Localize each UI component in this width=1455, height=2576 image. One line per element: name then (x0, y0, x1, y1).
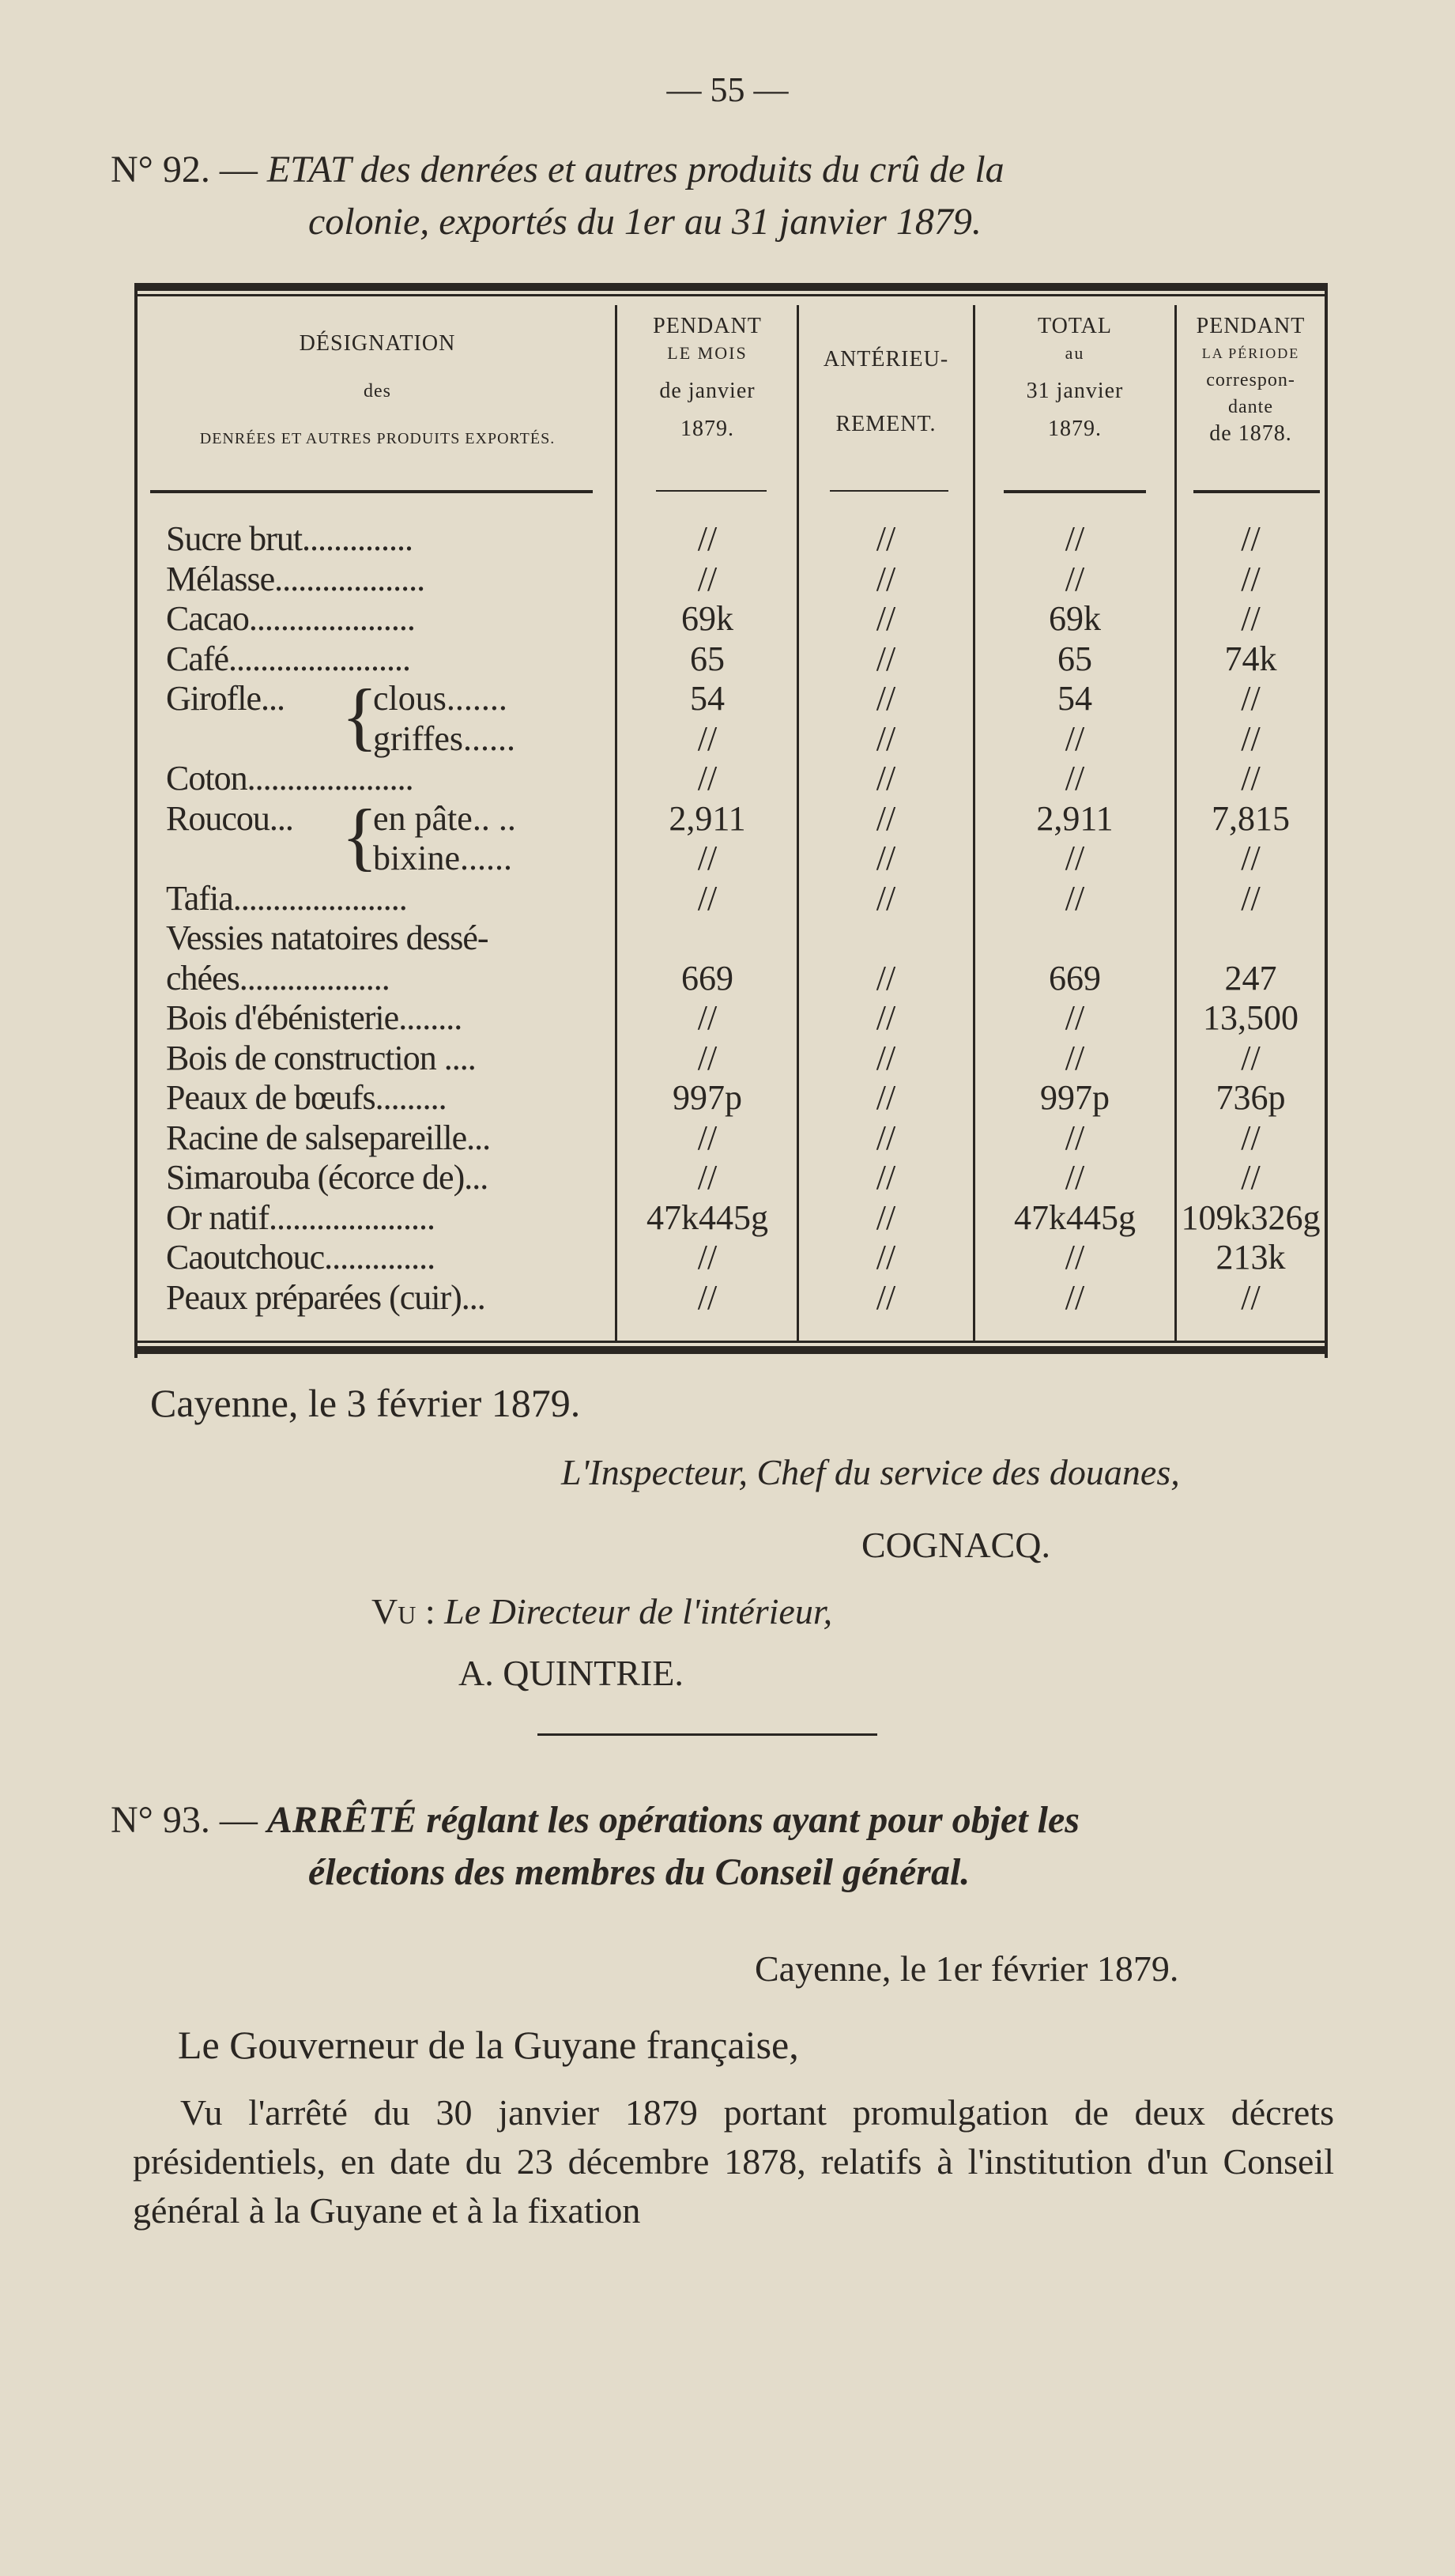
header-underline (830, 490, 948, 492)
row-value-c4: // (1241, 839, 1261, 877)
header-pendant-line3: de janvier (659, 379, 756, 403)
header-periode-line3: correspon- (1206, 370, 1295, 390)
header-periode (1177, 313, 1325, 447)
table-row (134, 760, 1328, 798)
doc92-title-line2: colonie, exportés du 1er au 31 janvier 1879. (308, 201, 982, 243)
row-value-c3: // (1065, 878, 1085, 918)
row-value-c1: // (697, 998, 718, 1037)
row-value-c3: 669 (1049, 958, 1101, 998)
doc93-governor: Le Gouverneur de la Guyane française, (178, 2023, 799, 2067)
row-value-c3: // (1065, 1277, 1085, 1317)
exports-table (134, 283, 1328, 1358)
table-row (134, 1039, 1328, 1077)
header-periode-line2: LA PÉRIODE (1201, 345, 1300, 361)
vu-line (371, 1590, 832, 1632)
row-label: Peaux préparées (cuir)... (166, 1278, 485, 1317)
row-value-c1: // (697, 1158, 718, 1197)
row-value-c2: // (876, 599, 896, 638)
row-value-c4: 247 (1224, 958, 1277, 998)
row-label: Girofle... (166, 680, 285, 718)
row-value-c3: 997p (1040, 1078, 1110, 1117)
doc93-title-text1: ARRÊTÉ réglant les opérations ayant pour objet les (266, 1799, 1080, 1841)
row-sublabel: en pâte.. .. (373, 798, 516, 838)
row-label: Or natif..................... (166, 1198, 435, 1237)
table-row (134, 800, 1328, 838)
row-value-c4: // (1241, 1158, 1261, 1197)
row-value-c2: // (876, 1197, 896, 1237)
doc92-dash: — (219, 149, 258, 190)
row-value-c4: 736p (1216, 1078, 1286, 1117)
row-label: Roucou... (166, 799, 293, 838)
doc93-title-line2: élections des membres du Conseil général. (308, 1851, 971, 1893)
header-total-line3: 31 janvier (1026, 379, 1124, 403)
table-row (134, 880, 1328, 918)
row-value-c3: 69k (1049, 599, 1101, 638)
row-value-c4: 109k326g (1181, 1197, 1321, 1237)
row-value-c4: 213k (1216, 1238, 1286, 1277)
row-value-c2: // (876, 839, 896, 877)
row-value-c2: // (876, 1118, 896, 1157)
table-row (134, 640, 1328, 678)
row-value-c4: // (1241, 1277, 1261, 1317)
row-value-c2: // (876, 1158, 896, 1197)
vu-label: Vu : (371, 1591, 435, 1631)
doc93-body: Vu l'arrêté du 30 janvier 1879 portant promulgation de deux décrets présidentiels, en date du 23 décembre 1878, relatifs à l'institution d'un Conseil général à la Guyane et à la fixation (133, 2092, 1334, 2231)
row-value-c1: 997p (673, 1078, 742, 1117)
table-row (134, 1239, 1328, 1277)
header-designation-line3: DENRÉES ET AUTRES PRODUITS EXPORTÉS. (199, 430, 556, 447)
row-value-c4: 13,500 (1203, 998, 1299, 1037)
row-value-c2: // (876, 878, 896, 918)
header-underline (656, 490, 767, 492)
header-periode-line5: de 1878. (1209, 421, 1292, 446)
roucou-brace: { (341, 793, 379, 878)
row-value-c2: // (876, 519, 896, 558)
table-row (134, 520, 1328, 558)
table-row (134, 919, 1328, 957)
row-value-c3: 65 (1057, 639, 1092, 678)
doc93-date: Cayenne, le 1er février 1879. (755, 1948, 1179, 1989)
header-designation (142, 330, 613, 452)
row-label: Coton..................... (166, 760, 413, 798)
row-label: Mélasse................... (166, 560, 425, 598)
header-pendant-line1: PENDANT (653, 314, 762, 338)
row-value-c4: // (1241, 599, 1261, 638)
row-value-c2: // (876, 718, 896, 758)
row-value-c1: 65 (690, 639, 725, 678)
row-value-c4: // (1241, 1118, 1261, 1157)
row-value-c1: // (697, 1118, 718, 1157)
row-value-c3: // (1065, 1118, 1085, 1157)
header-anterieurement (799, 346, 973, 438)
row-label: Racine de salsepareille... (166, 1118, 491, 1157)
row-value-c4: 7,815 (1212, 798, 1290, 838)
row-value-c2: // (876, 1277, 896, 1317)
row-sublabel: clous....... (373, 679, 507, 718)
table-bottom-rule (134, 1346, 1328, 1354)
header-periode-line1: PENDANT (1196, 314, 1306, 338)
row-value-c3: // (1065, 1238, 1085, 1277)
row-sublabel: bixine...... (373, 839, 512, 877)
table-row (134, 560, 1328, 598)
row-value-c1: 2,911 (669, 798, 746, 838)
table-row (134, 680, 1328, 718)
row-value-c1: // (697, 759, 718, 798)
table-bottom-rule-thin (134, 1341, 1328, 1343)
row-value-c3: // (1065, 998, 1085, 1037)
table-row (134, 999, 1328, 1037)
row-value-c2: // (876, 679, 896, 718)
row-label: Sucre brut.............. (166, 520, 413, 558)
table-row (134, 1199, 1328, 1237)
row-value-c2: // (876, 1038, 896, 1077)
row-value-c1: 669 (681, 958, 733, 998)
row-value-c2: // (876, 1078, 896, 1117)
row-label: Simarouba (écorce de)... (166, 1159, 488, 1197)
row-value-c4: // (1241, 679, 1261, 718)
row-value-c3: // (1065, 718, 1085, 758)
header-anterieur-line2: REMENT. (835, 412, 937, 436)
row-label: Bois de construction .... (166, 1039, 476, 1077)
doc93-number: N° 93. (111, 1799, 210, 1841)
row-value-c2: // (876, 1238, 896, 1277)
section-separator (537, 1733, 877, 1736)
inspector-title: L'Inspecteur, Chef du service des douanes, (561, 1452, 1180, 1492)
doc93-heading (111, 1794, 1344, 1899)
row-value-c1: // (697, 839, 718, 877)
header-anterieur-line1: ANTÉRIEU- (823, 347, 949, 372)
director-name: A. QUINTRIE. (458, 1653, 684, 1693)
table-row (134, 839, 1328, 877)
row-sublabel: griffes...... (373, 718, 516, 758)
header-underline (1004, 490, 1146, 493)
doc92-title-line1 (111, 144, 1344, 196)
table-row (134, 1279, 1328, 1317)
row-value-c2: // (876, 958, 896, 998)
header-underline (150, 490, 593, 493)
table-row (134, 600, 1328, 638)
row-label: Caoutchouc.............. (166, 1239, 435, 1277)
row-value-c3: 2,911 (1036, 798, 1114, 838)
doc93-dash: — (219, 1799, 258, 1841)
row-value-c1: // (697, 878, 718, 918)
row-value-c4: // (1241, 718, 1261, 758)
row-value-c1: // (697, 1238, 718, 1277)
row-value-c3: 47k445g (1014, 1197, 1136, 1237)
header-total (975, 313, 1174, 443)
row-value-c3: // (1065, 1038, 1085, 1077)
row-value-c4: // (1241, 1038, 1261, 1077)
table-top-rule (134, 283, 1328, 291)
row-value-c1: // (697, 718, 718, 758)
header-pendant-mois (618, 313, 797, 443)
row-value-c3: // (1065, 1158, 1085, 1197)
row-value-c1: 47k445g (646, 1197, 768, 1237)
row-label: Cacao..................... (166, 600, 415, 638)
row-value-c1: 54 (690, 679, 725, 718)
header-underline (1193, 490, 1320, 493)
row-value-c2: // (876, 639, 896, 678)
row-value-c3: // (1065, 839, 1085, 877)
row-label: Tafia...................... (166, 879, 407, 918)
row-label: Vessies natatoires dessé- (166, 919, 488, 957)
table-row (134, 1079, 1328, 1117)
inspector-name: COGNACQ. (861, 1525, 1050, 1565)
header-total-line2: au (1065, 343, 1085, 363)
doc92-title-text1: ETAT des denrées et autres produits du crû de la (266, 149, 1005, 190)
doc92-heading (111, 144, 1344, 248)
row-value-c3: // (1065, 559, 1085, 598)
row-value-c1: // (697, 559, 718, 598)
row-value-c2: // (876, 798, 896, 838)
row-value-c2: // (876, 998, 896, 1037)
header-designation-line2: des (364, 381, 391, 402)
row-value-c2: // (876, 759, 896, 798)
row-label: Café....................... (166, 639, 411, 678)
doc92-number: N° 92. (111, 149, 210, 190)
row-label: Bois d'ébénisterie........ (166, 999, 462, 1037)
header-pendant-line4: 1879. (680, 417, 734, 441)
doc93-title-line1 (111, 1794, 1344, 1846)
row-label: chées................... (166, 959, 390, 998)
row-label: Peaux de bœufs......... (166, 1079, 447, 1117)
row-value-c1: // (697, 1277, 718, 1317)
row-value-c3: // (1065, 759, 1085, 798)
row-value-c3: 54 (1057, 679, 1092, 718)
table-row (134, 1159, 1328, 1197)
girofle-brace: { (341, 673, 379, 758)
row-value-c2: // (876, 559, 896, 598)
row-value-c3: // (1065, 519, 1085, 558)
row-value-c1: // (697, 519, 718, 558)
table-row (134, 720, 1328, 758)
table-top-rule-thin (134, 294, 1328, 296)
row-value-c4: 74k (1224, 639, 1277, 678)
place-date: Cayenne, le 3 février 1879. (150, 1381, 581, 1425)
row-value-c1: // (697, 1038, 718, 1077)
header-designation-line1: DÉSIGNATION (299, 331, 456, 356)
header-periode-line4: dante (1228, 397, 1273, 417)
row-value-c4: // (1241, 519, 1261, 558)
header-total-line1: TOTAL (1037, 314, 1112, 338)
row-value-c4: // (1241, 759, 1261, 798)
table-row (134, 960, 1328, 998)
row-value-c4: // (1241, 559, 1261, 598)
header-total-line4: 1879. (1048, 417, 1102, 441)
row-value-c4: // (1241, 878, 1261, 918)
row-value-c1: 69k (681, 599, 733, 638)
header-pendant-line2: LE MOIS (667, 343, 748, 363)
vu-title: Le Directeur de l'intérieur, (444, 1591, 833, 1631)
table-row (134, 1119, 1328, 1157)
page-number: — 55 — (666, 70, 789, 109)
